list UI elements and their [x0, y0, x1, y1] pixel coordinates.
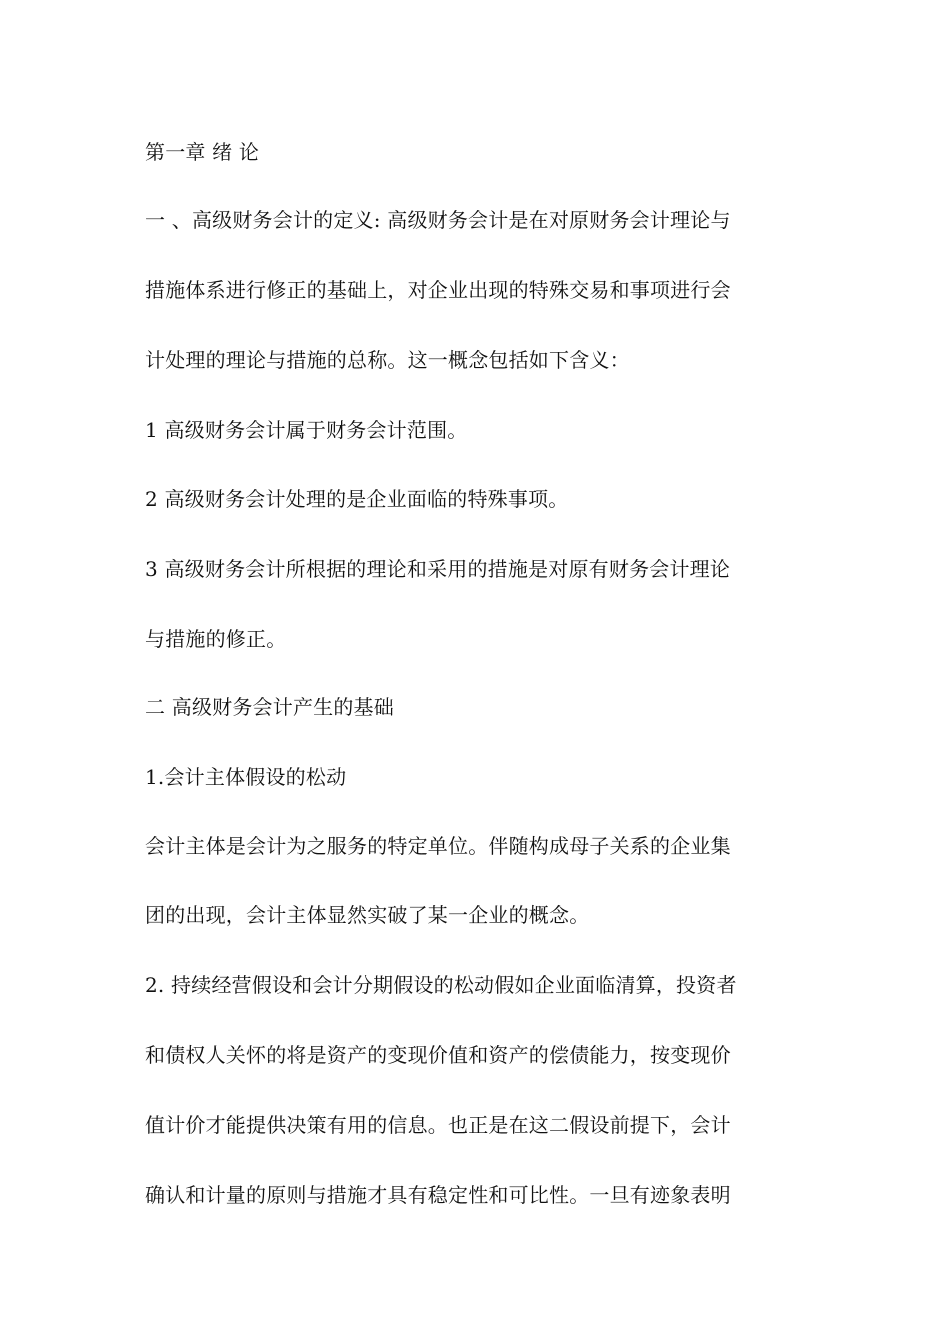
subsection-heading: 1.会计主体假设的松动 [145, 765, 347, 789]
section-heading: 二 高级财务会计产生的基础 [145, 695, 394, 719]
paragraph-line: 2. 持续经营假设和会计分期假设的松动假如企业面临清算，投资者 [145, 973, 737, 997]
paragraph-line: 会计主体是会计为之服务的特定单位。伴随构成母子关系的企业集 [145, 834, 731, 858]
paragraph-line: 一 、高级财务会计的定义: 高级财务会计是在对原财务会计理论与 [145, 208, 731, 232]
chapter-title: 第一章 绪 论 [145, 140, 260, 164]
paragraph-line: 确认和计量的原则与措施才具有稳定性和可比性。一旦有迹象表明 [145, 1183, 731, 1207]
paragraph-line: 团的出现，会计主体显然实破了某一企业的概念。 [145, 903, 590, 927]
paragraph-line: 和债权人关怀的将是资产的变现价值和资产的偿债能力，按变现价 [145, 1043, 731, 1067]
list-item: 3 高级财务会计所根据的理论和采用的措施是对原有财务会计理论 [145, 557, 731, 581]
list-item: 1 高级财务会计属于财务会计范围。 [145, 418, 468, 442]
list-item: 2 高级财务会计处理的是企业面临的特殊事项。 [145, 487, 569, 511]
paragraph-line: 计处理的理论与措施的总称。这一概念包括如下含义： [145, 348, 630, 372]
paragraph-line: 值计价才能提供决策有用的信息。也正是在这二假设前提下，会计 [145, 1113, 731, 1137]
paragraph-line: 措施体系进行修正的基础上，对企业出现的特殊交易和事项进行会 [145, 278, 731, 302]
paragraph-line: 与措施的修正。 [145, 627, 287, 651]
